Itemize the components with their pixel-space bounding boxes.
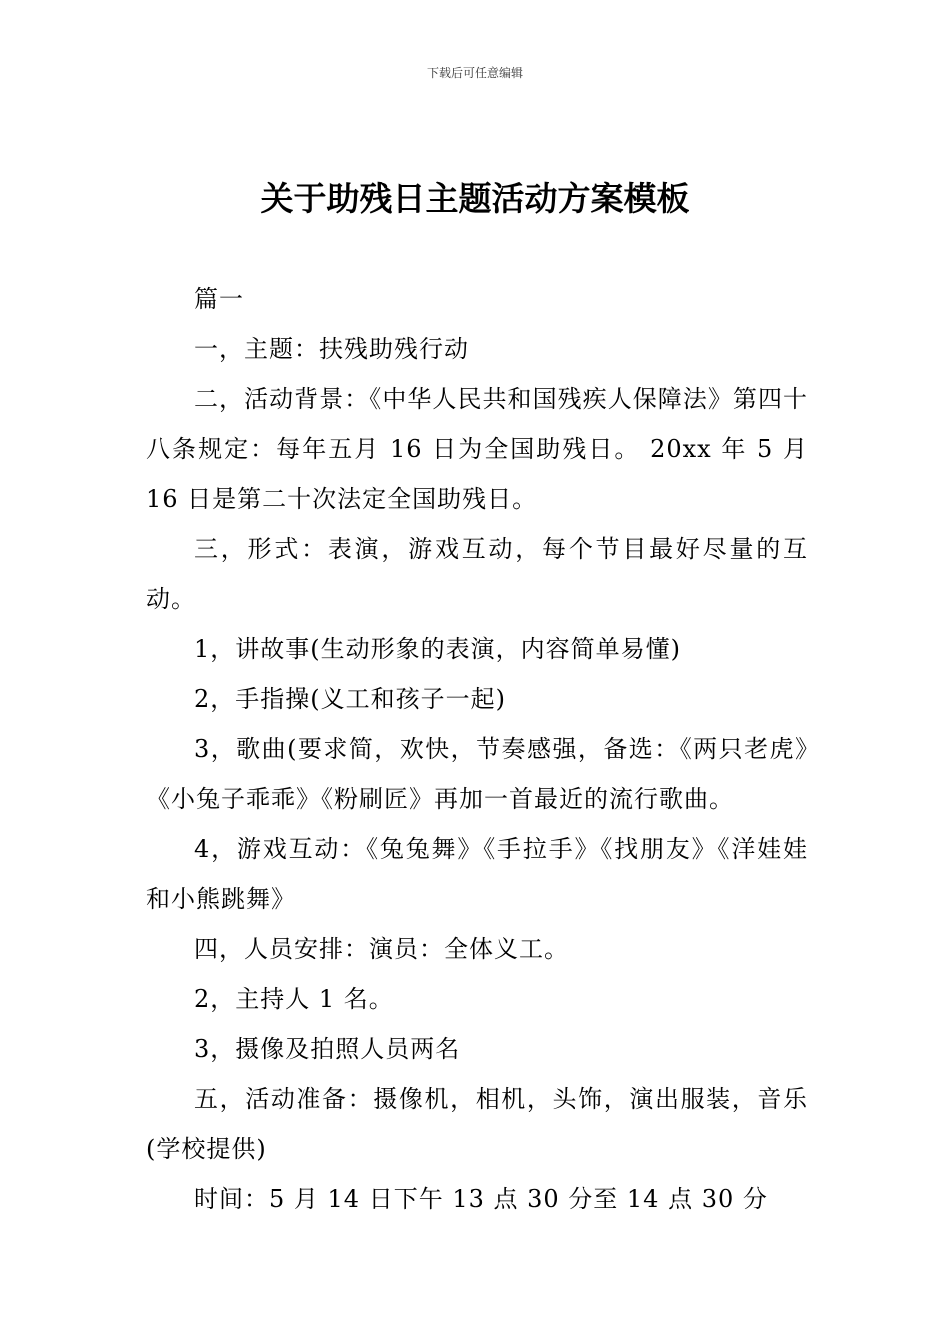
paragraph-time: 时间：5 月 14 日下午 13 点 30 分至 14 点 30 分 xyxy=(194,1185,768,1213)
paragraph-item-games: 4，游戏互动：《兔兔舞》《手拉手》《找朋友》《洋娃娃和小熊跳舞》 xyxy=(146,835,808,913)
document-body xyxy=(146,274,808,1224)
paragraph-theme: 一，主题：扶残助残行动 xyxy=(194,335,469,363)
paragraph-staffing: 四，人员安排：演员：全体义工。 xyxy=(194,935,569,963)
document-title: 关于助残日主题活动方案模板 xyxy=(260,179,690,218)
header-note: 下载后可任意编辑 xyxy=(426,66,523,80)
paragraph-format: 三，形式：表演，游戏互动，每个节目最好尽量的互动。 xyxy=(146,535,808,613)
paragraph-background: 二，活动背景：《中华人民共和国残疾人保障法》第四十八条规定：每年五月 16 日为全国助残日。 20xx 年 5 月 16 日是第二十次法定全国助残日。 xyxy=(146,385,808,513)
paragraph-item-songs: 3，歌曲(要求简，欢快，节奏感强，备选：《两只老虎》《小兔子乖乖》《粉刷匠》再加一首最近的流行歌曲。 xyxy=(146,735,808,813)
paragraph-photography: 3，摄像及拍照人员两名 xyxy=(194,1035,461,1063)
paragraph-item-storytelling: 1，讲故事(生动形象的表演，内容简单易懂) xyxy=(194,635,681,663)
paragraph-item-finger-exercise: 2，手指操(义工和孩子一起) xyxy=(194,685,506,713)
paragraph-preparation: 五，活动准备：摄像机，相机，头饰，演出服装，音乐(学校提供) xyxy=(146,1085,808,1163)
paragraph-section-label: 篇一 xyxy=(194,285,244,313)
paragraph-host: 2，主持人 1 名。 xyxy=(194,985,394,1013)
